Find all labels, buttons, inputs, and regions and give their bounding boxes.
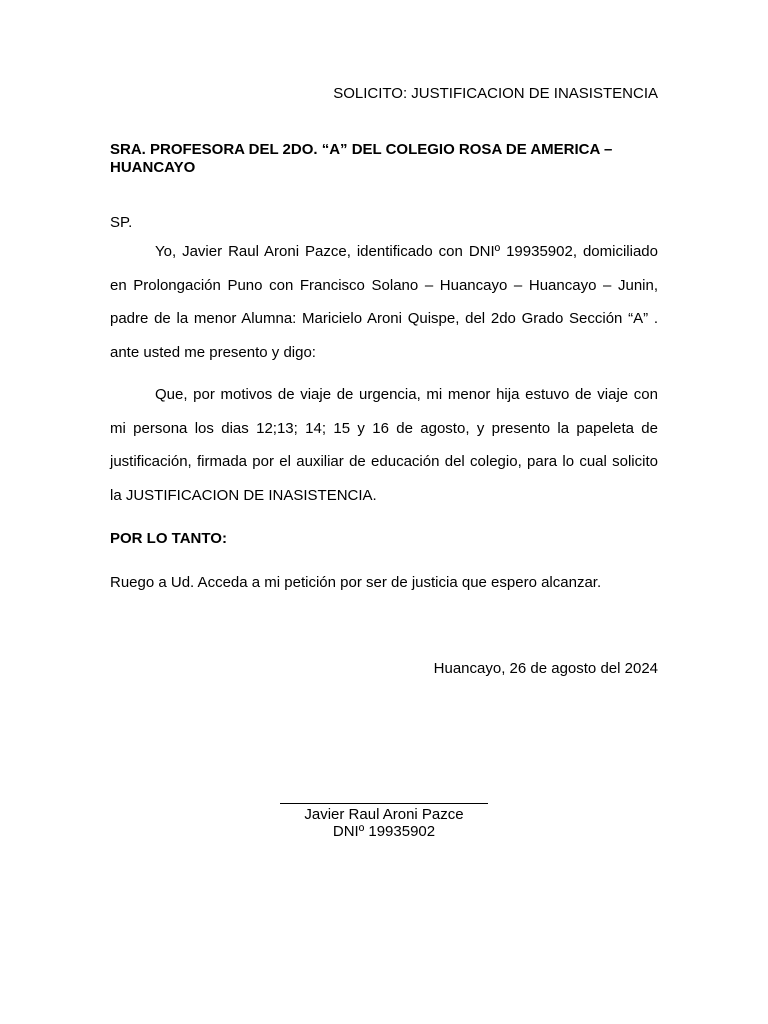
- body-paragraph-introduction: Yo, Javier Raul Aroni Pazce, identificado con DNIº 19935902, domiciliado en Prolongación Puno con Francisco Solano – Huancayo – Huancayo – Junin, padre de la menor Alumna: Maricielo Aroni Quispe, del 2do Grado Sección “A” . ante usted me presento y digo:: [110, 243, 658, 361]
- signer-id: DNIº 19935902: [332, 823, 436, 840]
- salutation: SP.: [110, 214, 133, 231]
- signature-block: [280, 787, 488, 840]
- place-and-date: Huancayo, 26 de agosto del 2024: [433, 660, 658, 677]
- signature-line: [280, 803, 488, 804]
- request-statement: Ruego a Ud. Acceda a mi petición por ser de justicia que espero alcanzar.: [110, 574, 602, 591]
- subject-line: SOLICITO: JUSTIFICACION DE INASISTENCIA: [333, 85, 658, 102]
- signer-name: Javier Raul Aroni Pazce: [304, 806, 464, 823]
- body-paragraph-reason: Que, por motivos de viaje de urgencia, mi menor hija estuvo de viaje con mi persona los dias 12;13; 14; 15 y 16 de agosto, y presento la papeleta de justificación, firmada por el auxiliar de educación del colegio, para lo cual solicito la JUSTIFICACION DE INASISTENCIA.: [110, 386, 658, 504]
- document-page: [110, 0, 658, 1024]
- conclusion-heading: POR LO TANTO:: [110, 530, 227, 547]
- addressee: SRA. PROFESORA DEL 2DO. “A” DEL COLEGIO ROSA DE AMERICA – HUANCAYO: [110, 141, 613, 176]
